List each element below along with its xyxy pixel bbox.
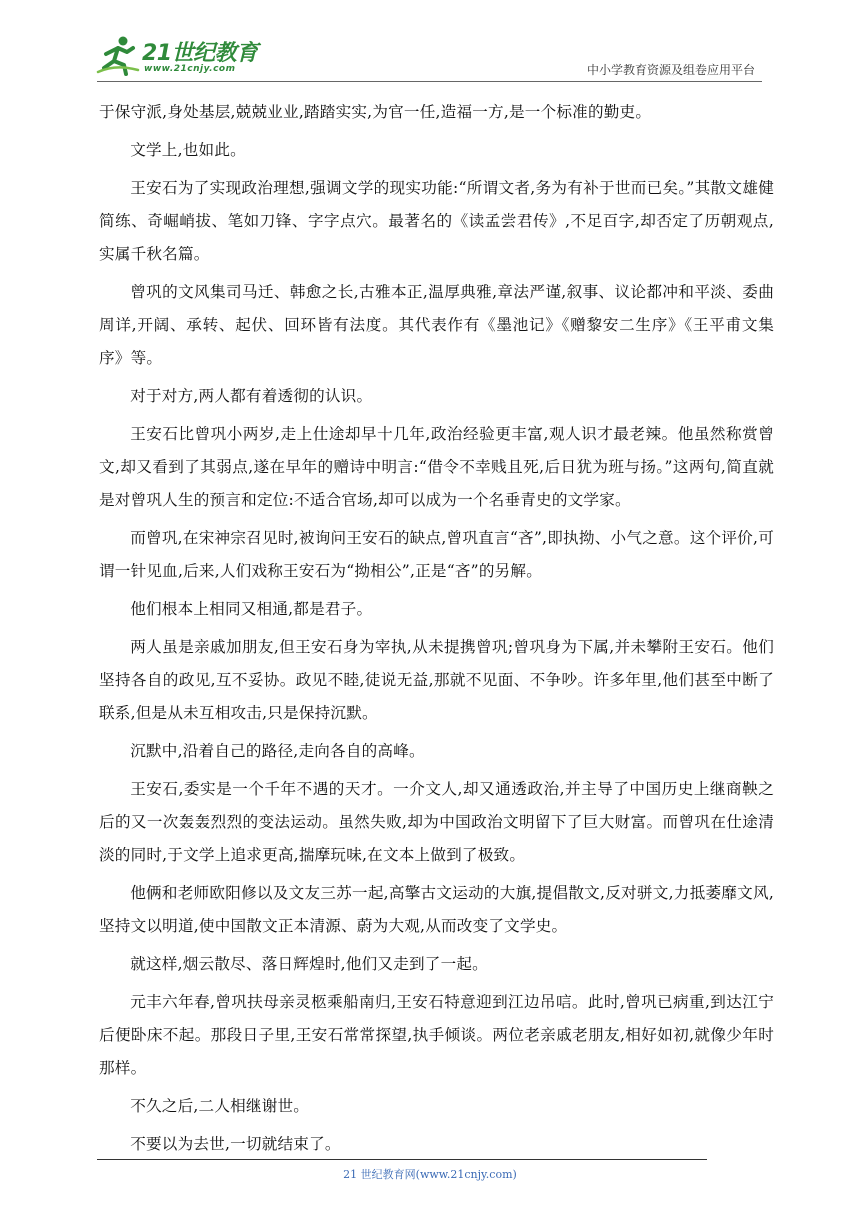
paragraph: 沉默中,沿着自己的路径,走向各自的高峰。 xyxy=(130,742,425,760)
paragraph: 就这样,烟云散尽、落日辉煌时,他们又走到了一起。 xyxy=(130,955,488,973)
paragraph: 他们根本上相同又相通,都是君子。 xyxy=(130,600,373,618)
paragraph: 两人虽是亲戚加朋友,但王安石身为宰执,从未提携曾巩;曾巩身为下属,并未攀附王安石。他们坚持各自的政见,互不妥协。政见不睦,徒说无益,那就不见面、不争吵。许多年里,他们甚至中断了联系,但是从未互相攻击,只是保持沉默。 xyxy=(99,638,774,722)
footer-text[interactable]: 21 世纪教育网(www.21cnjy.com) xyxy=(343,1168,517,1181)
paragraph: 不久之后,二人相继谢世。 xyxy=(130,1097,310,1115)
paragraph: 王安石,委实是一个千年不遇的天才。一介文人,却又通透政治,并主导了中国历史上继商鞅之后的又一次轰轰烈烈的变法运动。虽然失败,却为中国政治文明留下了巨大财富。而曾巩在仕途清淡的同时,于文学上追求更高,揣摩玩味,在文本上做到了极致。 xyxy=(99,780,774,864)
header-tagline: 中小学教育资源及组卷应用平台 xyxy=(586,63,755,77)
logo-text: 21世纪教育 xyxy=(142,41,258,66)
paragraph: 不要以为去世,一切就结束了。 xyxy=(130,1135,341,1153)
footer-divider xyxy=(97,1159,707,1160)
paragraph: 王安石为了实现政治理想,强调文学的现实功能:“所谓文者,务为有补于世而已矣。”其散文雄健简练、奇崛峭拔、笔如刀锋、字字点穴。最著名的《读孟尝君传》,不足百字,却否定了历朝观点,实属千秋名篇。 xyxy=(99,179,774,263)
site-logo[interactable] xyxy=(96,34,261,78)
runner-logo-icon xyxy=(96,34,140,78)
article-body xyxy=(99,96,774,1166)
paragraph: 于保守派,身处基层,兢兢业业,踏踏实实,为官一任,造福一方,是一个标准的勤吏。 xyxy=(99,103,652,121)
paragraph: 文学上,也如此。 xyxy=(130,141,246,159)
page-header xyxy=(0,0,860,86)
paragraph: 他俩和老师欧阳修以及文友三苏一起,高擎古文运动的大旗,提倡散文,反对骈文,力抵萎靡文风,坚持文以明道,使中国散文正本清源、蔚为大观,从而改变了文学史。 xyxy=(99,884,774,935)
logo-url: www.21cnjy.com xyxy=(144,64,236,74)
paragraph: 元丰六年春,曾巩扶母亲灵柩乘船南归,王安石特意迎到江边吊唁。此时,曾巩已病重,到达江宁后便卧床不起。那段日子里,王安石常常探望,执手倾谈。两位老亲戚老朋友,相好如初,就像少年时那样。 xyxy=(99,993,774,1077)
header-divider xyxy=(97,81,762,82)
paragraph: 而曾巩,在宋神宗召见时,被询问王安石的缺点,曾巩直言“吝”,即执拗、小气之意。这个评价,可谓一针见血,后来,人们戏称王安石为“拗相公”,正是“吝”的另解。 xyxy=(99,529,774,580)
paragraph: 对于对方,两人都有着透彻的认识。 xyxy=(130,387,373,405)
paragraph: 曾巩的文风集司马迁、韩愈之长,古雅本正,温厚典雅,章法严谨,叙事、议论都冲和平淡、委曲周详,开阔、承转、起伏、回环皆有法度。其代表作有《墨池记》《赠黎安二生序》《王平甫文集序》等。 xyxy=(99,283,774,367)
paragraph: 王安石比曾巩小两岁,走上仕途却早十几年,政治经验更丰富,观人识才最老辣。他虽然称赏曾文,却又看到了其弱点,遂在早年的赠诗中明言:“借令不幸贱且死,后日犹为班与扬。”这两句,简直就是对曾巩人生的预言和定位:不适合官场,却可以成为一个名垂青史的文学家。 xyxy=(99,425,774,509)
